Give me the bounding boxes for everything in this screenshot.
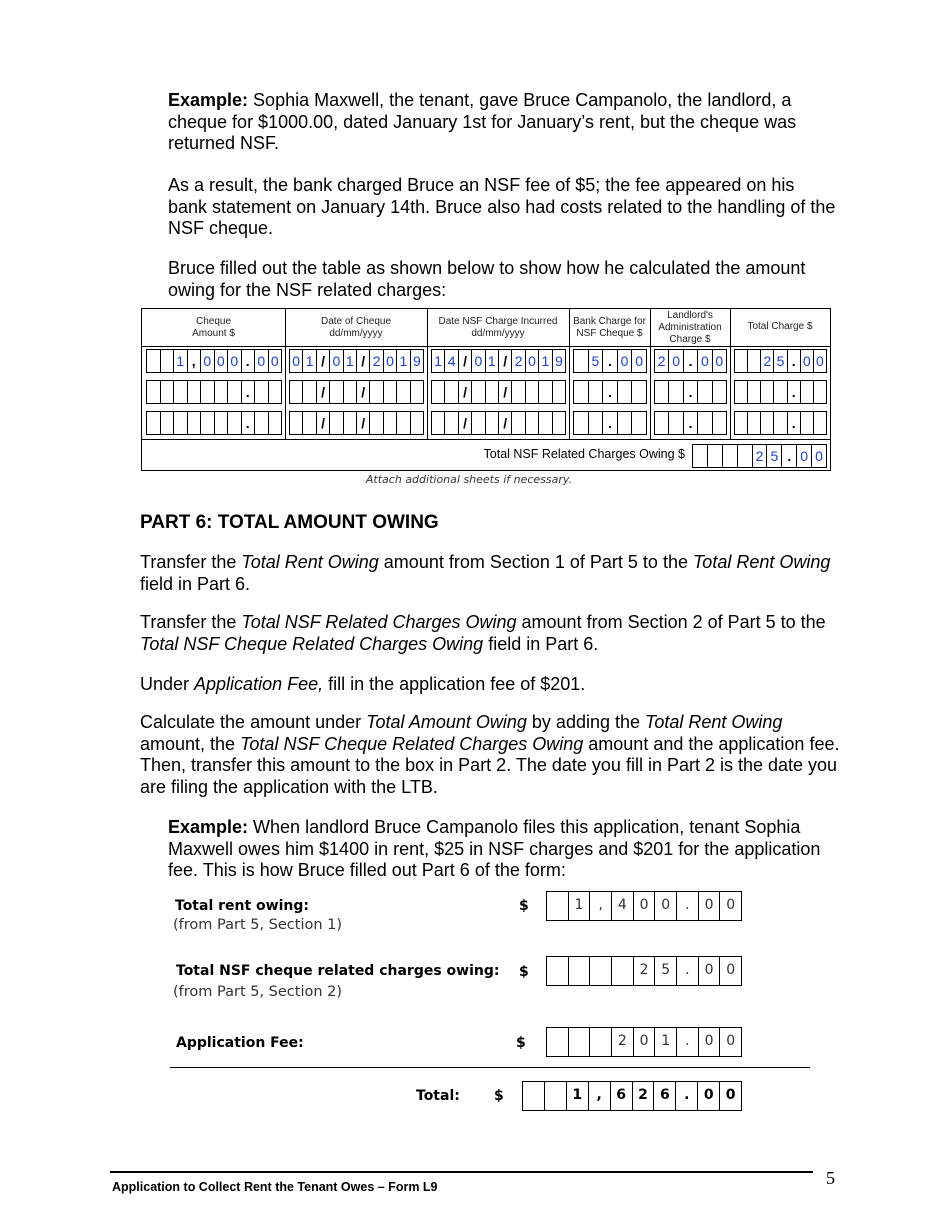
digit-box: .	[676, 1082, 698, 1110]
part-6-title: PART 6: TOTAL AMOUNT OWING	[140, 512, 439, 533]
digit-box	[397, 381, 410, 403]
p4-text-a: Calculate the amount under	[140, 712, 367, 732]
p4-italic-2: Total Rent Owing	[645, 712, 783, 732]
digit-box: ,	[188, 350, 202, 372]
digit-box: .	[677, 957, 699, 985]
digit-box	[147, 412, 161, 434]
digit-box	[269, 412, 282, 434]
digit-box	[545, 1082, 567, 1110]
header-cheque-amount	[142, 316, 285, 340]
digit-box: 0	[699, 957, 721, 985]
digit-box	[539, 381, 552, 403]
digit-box: .	[242, 381, 256, 403]
p4-italic-1: Total Amount Owing	[366, 712, 527, 732]
digit-box	[228, 412, 242, 434]
digit-box	[723, 445, 738, 467]
digit-box: 0	[634, 1028, 656, 1056]
example-2-label: Example:	[168, 817, 249, 837]
digit-box	[228, 381, 242, 403]
digit-box: 5	[655, 957, 677, 985]
digit-box	[486, 381, 499, 403]
digit-box: 6	[611, 1082, 633, 1110]
digit-box	[512, 381, 525, 403]
header-date-of-cheque-text: Date of Cheque dd/mm/yyyy	[320, 316, 392, 339]
table-intro-paragraph: Bruce filled out the table as shown below to show how he calculated the amount owing for the NSF related charges:	[168, 258, 806, 300]
digit-box: 2	[655, 350, 669, 372]
digit-box: .	[788, 350, 801, 372]
digit-box	[761, 412, 774, 434]
digit-box: /	[357, 412, 370, 434]
digit-box: 5	[589, 350, 604, 372]
page-number: 5	[826, 1168, 835, 1188]
digit-box: 0	[526, 350, 539, 372]
digit-box	[774, 412, 787, 434]
digit-box	[547, 892, 569, 920]
digit-box	[486, 412, 499, 434]
row2-admin-charge[interactable]	[654, 380, 727, 404]
digit-box: 5	[767, 445, 782, 467]
digit-box	[215, 412, 229, 434]
digit-box	[738, 445, 753, 467]
digit-box	[330, 381, 343, 403]
digit-box	[445, 381, 458, 403]
header-cheque-amount-text: Cheque Amount $	[192, 316, 235, 339]
digit-box: 5	[774, 350, 787, 372]
digit-box: 9	[554, 353, 563, 369]
digit-box	[147, 350, 161, 372]
row3-total-charge[interactable]	[734, 411, 827, 435]
p1-text-b: amount from Section 1 of Part 5 to the	[378, 552, 693, 572]
header-bank-charge	[569, 316, 650, 340]
digit-box	[655, 412, 669, 434]
digit-box: 0	[228, 350, 242, 372]
row3-date-of-cheque[interactable]	[289, 411, 424, 435]
digit-box	[713, 381, 726, 403]
digit-box: 0	[669, 350, 683, 372]
digit-box: 0	[726, 897, 736, 913]
digit-box: /	[459, 412, 472, 434]
p3-italic: Application Fee,	[194, 674, 324, 694]
digit-box	[748, 412, 761, 434]
row2-date-nsf[interactable]	[431, 380, 566, 404]
row2-bank-charge[interactable]	[573, 380, 647, 404]
digit-box	[303, 412, 316, 434]
nsf-owing-field[interactable]	[546, 956, 742, 986]
digit-box	[801, 412, 814, 434]
digit-box	[370, 381, 383, 403]
digit-box	[574, 350, 589, 372]
p2-italic-1: Total NSF Related Charges Owing	[241, 612, 517, 632]
header-date-of-cheque	[285, 316, 427, 340]
digit-box: .	[242, 350, 256, 372]
digit-box	[735, 381, 748, 403]
row2-cheque-amount[interactable]	[146, 380, 282, 404]
digit-box	[814, 412, 826, 434]
digit-box	[708, 445, 723, 467]
row2-total-charge[interactable]	[734, 380, 827, 404]
example-1-paragraph	[168, 90, 838, 155]
nsf-charges-table	[141, 308, 831, 471]
digit-box	[569, 957, 591, 985]
digit-box	[632, 381, 646, 403]
digit-box	[174, 412, 188, 434]
digit-box: 2	[370, 350, 383, 372]
digit-box	[713, 412, 726, 434]
digit-box	[523, 1082, 545, 1110]
digit-box	[344, 412, 357, 434]
digit-box: 0	[618, 350, 633, 372]
digit-box: 0	[472, 350, 485, 372]
digit-box: /	[317, 381, 330, 403]
digit-box: /	[459, 381, 472, 403]
digit-box: 2	[612, 1028, 634, 1056]
total-nsf-field[interactable]	[692, 444, 827, 468]
digit-box: .	[242, 412, 256, 434]
digit-box	[574, 381, 589, 403]
header-date-nsf	[427, 316, 569, 340]
digit-box: .	[788, 381, 801, 403]
row1-admin-charge[interactable]	[654, 349, 727, 373]
row1-total-charge[interactable]	[734, 349, 827, 373]
digit-box	[547, 1028, 569, 1056]
digit-box	[330, 412, 343, 434]
digit-box	[255, 412, 269, 434]
digit-box	[748, 350, 761, 372]
digit-box: 2	[512, 350, 525, 372]
header-admin-charge-text: Landlord's Administration Charge $	[658, 310, 722, 345]
digit-box	[539, 412, 552, 434]
digit-box: 0	[215, 350, 229, 372]
digit-box: 0	[330, 350, 343, 372]
part-6-paragraph-2	[140, 612, 840, 655]
digit-box: 0	[384, 350, 397, 372]
example-2-text: When landlord Bruce Campanolo files this application, tenant Sophia Maxwell owes him $1400 in rent, $25 in NSF charges and $201 for the application fee. This is how Bruce filled out Part 6 of the form:	[168, 817, 821, 880]
digit-box	[290, 381, 303, 403]
digit-box: 0	[715, 353, 724, 369]
digit-box: 0	[726, 962, 736, 978]
footer-title: Application to Collect Rent the Tenant Owes – Form L9	[112, 1180, 438, 1194]
row3-cheque-amount[interactable]	[146, 411, 282, 435]
digit-box	[761, 381, 774, 403]
digit-box	[801, 381, 814, 403]
digit-box	[569, 1028, 591, 1056]
digit-box	[472, 381, 485, 403]
digit-box: 0	[801, 350, 814, 372]
p2-text-a: Transfer the	[140, 612, 242, 632]
digit-box: /	[317, 412, 330, 434]
digit-box	[589, 412, 604, 434]
digit-box	[384, 381, 397, 403]
digit-box: 0	[816, 353, 824, 369]
digit-box	[290, 412, 303, 434]
digit-box	[698, 412, 712, 434]
digit-box	[344, 381, 357, 403]
total-field[interactable]	[522, 1081, 742, 1111]
nsf-owing-label: Total NSF cheque related charges owing:	[176, 963, 500, 979]
digit-box: ,	[590, 892, 612, 920]
attach-note: Attach additional sheets if necessary.	[365, 473, 573, 486]
digit-box	[174, 381, 188, 403]
digit-box: .	[677, 1028, 699, 1056]
header-total-charge-text: Total Charge $	[747, 321, 813, 332]
digit-box	[397, 412, 410, 434]
digit-box: .	[684, 350, 698, 372]
total-label: Total:	[416, 1088, 460, 1104]
header-total-charge	[730, 321, 830, 333]
row1-cheque-amount[interactable]	[146, 349, 282, 373]
digit-box	[161, 350, 175, 372]
digit-box: 0	[698, 350, 712, 372]
digit-box: .	[684, 381, 698, 403]
digit-box: .	[603, 412, 618, 434]
p4-text-d: amount and the application fee. Then, transfer this amount to the box in Part 2. The date you fill in Part 2 is the date you are filing the application with the LTB.	[140, 733, 840, 797]
digit-box: /	[317, 350, 330, 372]
p3-text-a: Under	[140, 674, 195, 694]
digit-box	[526, 381, 539, 403]
part-6-paragraph-4	[140, 712, 840, 798]
digit-box	[698, 381, 712, 403]
digit-box	[215, 381, 229, 403]
digit-box: 4	[445, 350, 458, 372]
digit-box	[814, 381, 826, 403]
digit-box: 1	[655, 1028, 677, 1056]
digit-box: 0	[726, 1033, 736, 1049]
digit-box: ,	[589, 1082, 611, 1110]
application-fee-label: Application Fee:	[176, 1035, 304, 1051]
digit-box: 0	[635, 353, 644, 369]
digit-box	[774, 381, 787, 403]
digit-box	[735, 412, 748, 434]
digit-box: 0	[655, 892, 677, 920]
part-6-paragraph-3	[140, 674, 840, 696]
application-fee-field[interactable]	[546, 1027, 742, 1057]
digit-box: 1	[174, 350, 188, 372]
total-nsf-label: Total NSF Related Charges Owing $	[483, 447, 685, 461]
digit-box	[303, 381, 316, 403]
digit-box: .	[788, 412, 801, 434]
row1-bank-charge[interactable]	[573, 349, 647, 373]
digit-box: 0	[201, 350, 215, 372]
digit-box	[735, 350, 748, 372]
digit-box: .	[677, 892, 699, 920]
digit-box: /	[499, 412, 512, 434]
digit-box	[201, 412, 215, 434]
row1-date-of-cheque[interactable]	[289, 349, 424, 373]
p2-italic-2: Total NSF Cheque Related Charges Owing	[140, 633, 484, 654]
digit-box: 1	[567, 1082, 589, 1110]
digit-box	[188, 412, 202, 434]
digit-box: 0	[699, 1028, 721, 1056]
digit-box: 1	[432, 350, 445, 372]
digit-box	[748, 381, 761, 403]
digit-box: /	[459, 350, 472, 372]
bank-fee-paragraph: As a result, the bank charged Bruce an NSF fee of $5; the fee appeared on his bank statement on January 14th. Bruce also had costs related to the handling of the NSF cheque.	[168, 175, 836, 238]
row2-date-of-cheque[interactable]	[289, 380, 424, 404]
digit-box	[411, 412, 423, 434]
digit-box: 1	[486, 350, 499, 372]
p1-italic-1: Total Rent Owing	[241, 552, 379, 572]
digit-box	[547, 957, 569, 985]
digit-box	[512, 412, 525, 434]
digit-box	[612, 957, 634, 985]
rent-dollar: $	[519, 898, 529, 914]
digit-box: /	[357, 381, 370, 403]
digit-box	[553, 381, 565, 403]
digit-box: 4	[612, 892, 634, 920]
header-bank-charge-text: Bank Charge for NSF Cheque $	[573, 316, 646, 339]
digit-box	[201, 381, 215, 403]
digit-box	[526, 412, 539, 434]
p4-text-b: by adding the	[526, 712, 646, 732]
digit-box: /	[499, 350, 512, 372]
rent-owing-label: Total rent owing:	[175, 898, 309, 914]
footer-rule	[110, 1171, 813, 1173]
digit-box	[255, 381, 269, 403]
rent-owing-sub: (from Part 5, Section 1)	[173, 917, 343, 933]
rent-owing-field[interactable]	[546, 891, 742, 921]
p1-text-c: field in Part 6.	[140, 573, 251, 594]
digit-box	[589, 381, 604, 403]
digit-box: 0	[797, 445, 812, 467]
digit-box: 1	[397, 350, 410, 372]
digit-box: 1	[569, 892, 591, 920]
digit-box: 0	[290, 350, 303, 372]
digit-box	[432, 412, 445, 434]
digit-box	[574, 412, 589, 434]
digit-box: 0	[255, 350, 269, 372]
digit-box: .	[684, 412, 698, 434]
digit-box: 0	[699, 892, 721, 920]
row3-bank-charge[interactable]	[573, 411, 647, 435]
nsf-owing-sub: (from Part 5, Section 2)	[173, 984, 343, 1000]
digit-box: 1	[303, 350, 316, 372]
digit-box	[669, 412, 683, 434]
fee-dollar: $	[516, 1035, 526, 1051]
digit-box: /	[357, 350, 370, 372]
p4-italic-3: Total NSF Cheque Related Charges Owing	[240, 733, 584, 754]
p3-text-b: fill in the application fee of $201.	[323, 674, 586, 694]
digit-box	[693, 445, 708, 467]
digit-box	[632, 412, 646, 434]
digit-box: 1	[539, 350, 552, 372]
digit-box	[618, 381, 633, 403]
digit-box: 2	[761, 350, 774, 372]
digit-box: 2	[753, 445, 768, 467]
row3-admin-charge[interactable]	[654, 411, 727, 435]
digit-box: 0	[270, 353, 279, 369]
digit-box	[411, 381, 423, 403]
p1-italic-2: Total Rent Owing	[692, 552, 831, 572]
row1-date-nsf[interactable]	[431, 349, 566, 373]
header-admin-charge	[650, 310, 730, 346]
example-2-paragraph	[168, 817, 838, 882]
p1-text-a: Transfer the	[140, 552, 242, 572]
digit-box	[147, 381, 161, 403]
digit-box	[188, 381, 202, 403]
digit-box: 1	[344, 350, 357, 372]
part-6-paragraph-1	[140, 552, 840, 595]
digit-box: .	[782, 445, 797, 467]
digit-box	[370, 412, 383, 434]
digit-box	[590, 957, 612, 985]
digit-box	[161, 412, 175, 434]
digit-box: 9	[412, 353, 421, 369]
total-divider	[170, 1067, 810, 1068]
digit-box	[384, 412, 397, 434]
digit-box: 2	[633, 1082, 655, 1110]
digit-box	[432, 381, 445, 403]
digit-box	[161, 381, 175, 403]
digit-box	[669, 381, 683, 403]
digit-box	[618, 412, 633, 434]
p4-text-c: amount, the	[140, 733, 241, 754]
digit-box: 0	[698, 1082, 720, 1110]
digit-box	[445, 412, 458, 434]
digit-box: .	[603, 350, 618, 372]
total-dollar: $	[494, 1088, 504, 1104]
digit-box: 0	[725, 1087, 736, 1103]
example-1-text: Sophia Maxwell, the tenant, gave Bruce Campanolo, the landlord, a cheque for $1000.00, dated January 1st for January’s rent, but the cheque was returned NSF.	[168, 90, 797, 153]
p2-text-c: field in Part 6.	[483, 633, 599, 654]
header-date-nsf-text: Date NSF Charge Incurred dd/mm/yyyy	[438, 316, 558, 339]
digit-box	[472, 412, 485, 434]
digit-box: 0	[815, 448, 823, 464]
digit-box: .	[603, 381, 618, 403]
digit-box	[553, 412, 565, 434]
digit-box	[655, 381, 669, 403]
row3-date-nsf[interactable]	[431, 411, 566, 435]
p2-text-b: amount from Section 2 of Part 5 to the	[516, 612, 826, 632]
digit-box: 0	[634, 892, 656, 920]
digit-box	[590, 1028, 612, 1056]
digit-box: /	[499, 381, 512, 403]
digit-box: 6	[654, 1082, 676, 1110]
nsf-dollar: $	[519, 964, 529, 980]
digit-box: 2	[634, 957, 656, 985]
digit-box	[269, 381, 282, 403]
example-1-label: Example:	[168, 90, 249, 110]
